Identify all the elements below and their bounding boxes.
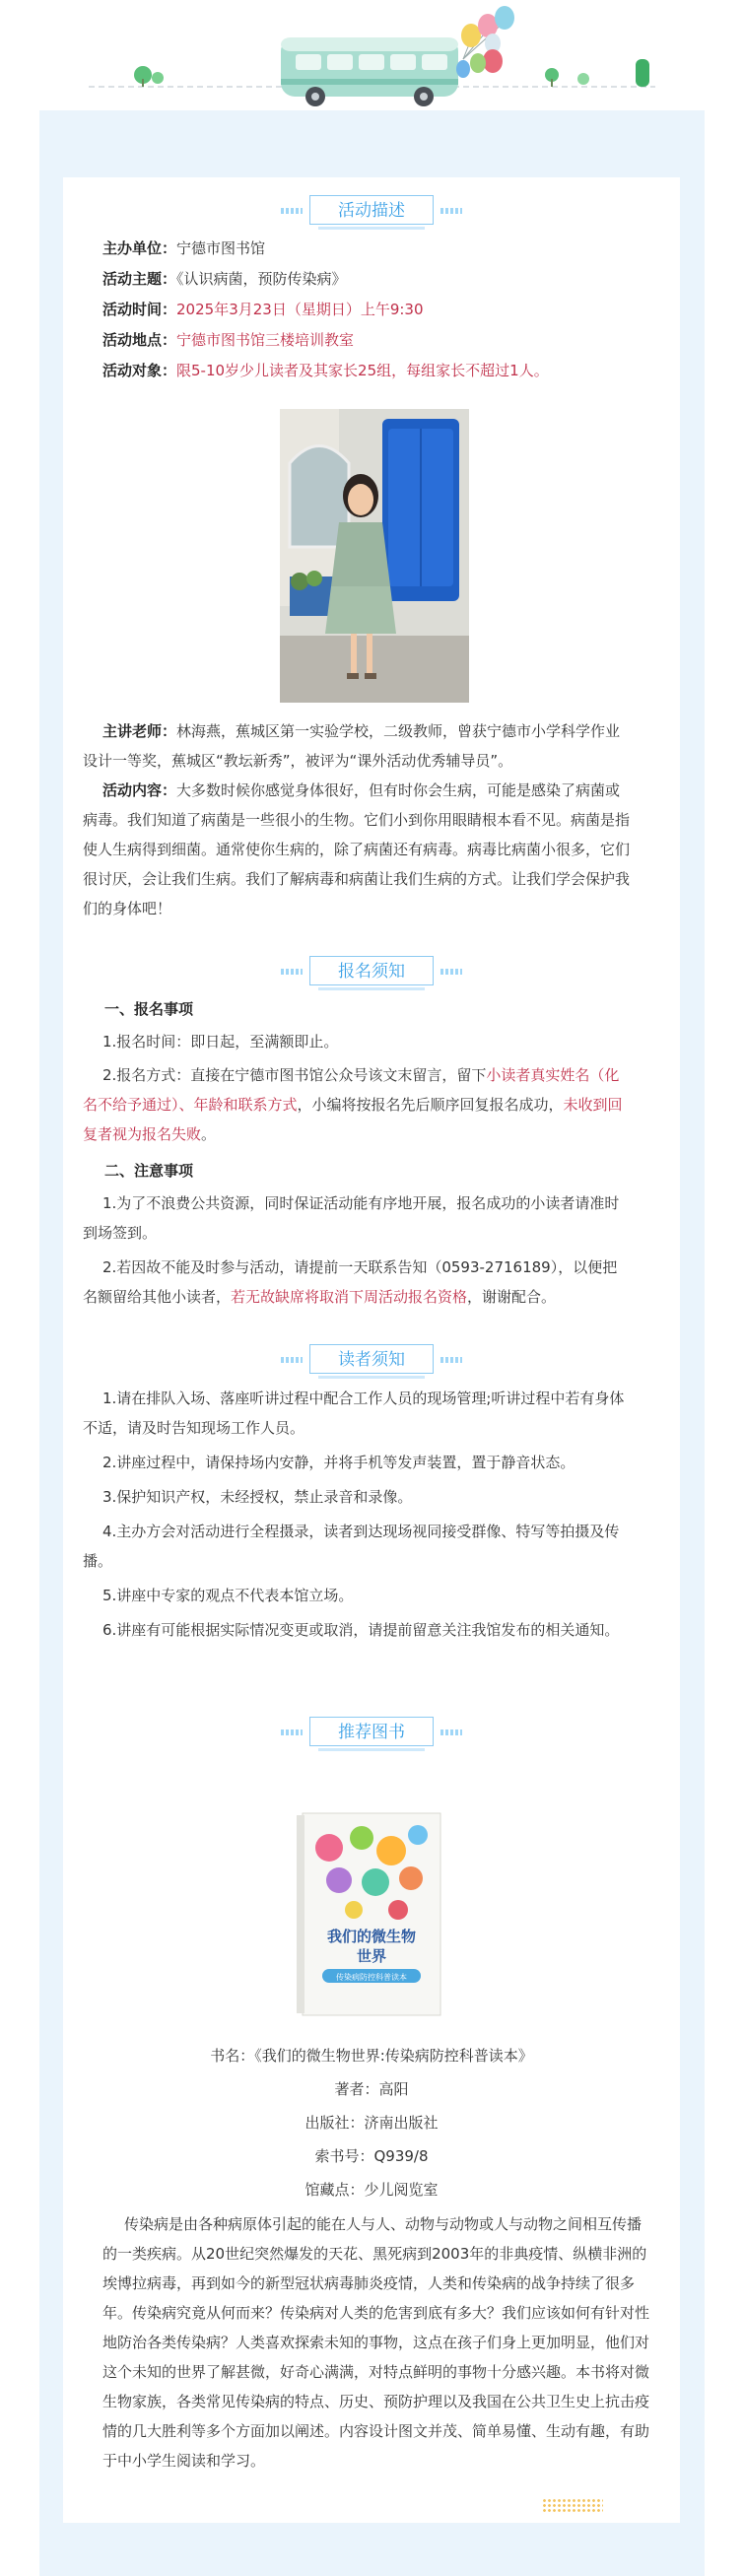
signup-time: 1.报名时间：即日起，至满额即止。 bbox=[102, 1033, 339, 1051]
book-desc-line-6: 这个未知的世界了解甚微，好奇心满满，对特点鲜明的事物十分感兴趣。本书将对微 bbox=[102, 2363, 650, 2381]
book-desc-line-7: 生物家族，各类常见传染病的特点、历史、预防护理以及我国在公共卫生史上抗击疫 bbox=[102, 2393, 650, 2410]
article-card bbox=[63, 177, 680, 2523]
reader-6: 6.讲座有可能根据实际情况变更或取消，请提前留意关注我馆发布的相关通知。 bbox=[102, 1621, 620, 1639]
reader-1-line-2: 不适，请及时告知现场工作人员。 bbox=[83, 1419, 305, 1437]
book-desc-line-5: 地防治各类传染病？人类喜欢探索未知的事物，这点在孩子们身上更加明显，他们对 bbox=[102, 2334, 650, 2351]
teacher-line-2: 设计一等奖，蕉城区“教坛新秀”，被评为“课外活动优秀辅导员”。 bbox=[83, 752, 513, 770]
info-host: 主办单位：宁德市图书馆 bbox=[102, 239, 266, 257]
signup-method-line-2: 名不给予通过）、年龄和联系方式，小编将按报名先后顺序回复报名成功，未收到回 bbox=[83, 1096, 623, 1114]
content-line-2: 病毒。我们知道了病菌是一些很小的生物。它们小到你用眼睛根本看不见。病菌是指 bbox=[83, 811, 631, 829]
notice-2-line-2: 名额留给其他小读者，若无故缺席将取消下周活动报名资格，谢谢配合。 bbox=[83, 1288, 557, 1306]
notice-1-line-2: 到场签到。 bbox=[83, 1224, 158, 1242]
book-author: 著者：高阳 bbox=[334, 2080, 409, 2098]
signup-method-line-3: 复者视为报名失败。 bbox=[83, 1125, 217, 1143]
section-title-books: 推荐图书 bbox=[309, 1717, 434, 1746]
decorative-dots bbox=[542, 2498, 603, 2514]
section-title-activity: 活动描述 bbox=[309, 195, 434, 225]
book-desc-line-4: 年。传染病究竟从何而来？传染病对人类的危害到底有多大？我们应该如何有针对性 bbox=[102, 2304, 650, 2322]
content-line-4: 很讨厌，会让我们生病。我们了解病毒和病菌让我们生病的方式。让我们学会保护我 bbox=[83, 870, 631, 888]
signup-method-line-1: 2.报名方式：直接在宁德市图书馆公众号该文末留言，留下小读者真实姓名（化 bbox=[102, 1066, 620, 1084]
notice-1-line-1: 1.为了不浪费公共资源，同时保证活动能有序地开展，报名成功的小读者请准时 bbox=[102, 1194, 620, 1212]
info-theme: 活动主题：《认识病菌，预防传染病》 bbox=[102, 270, 347, 288]
reader-1-line-1: 1.请在排队入场、落座听讲过程中配合工作人员的现场管理;听讲过程中若有身体 bbox=[102, 1390, 625, 1407]
book-desc-line-3: 埃博拉病毒，再到如今的新型冠状病毒肺炎疫情，人类和传染病的战争持续了很多 bbox=[102, 2274, 636, 2292]
book-desc-line-9: 于中小学生阅读和学习。 bbox=[102, 2452, 266, 2470]
header-banner-illustration bbox=[0, 0, 744, 113]
book-publisher: 出版社：济南出版社 bbox=[304, 2114, 439, 2132]
book-location: 馆藏点：少儿阅览室 bbox=[304, 2181, 439, 2199]
content-line-5: 们的身体吧！ bbox=[83, 900, 172, 917]
section-title-reader: 读者须知 bbox=[309, 1344, 434, 1374]
notice-2-line-1: 2.若因故不能及时参与活动，请提前一天联系告知（0593-2716189），以便把 bbox=[102, 1258, 618, 1276]
bus-icon bbox=[281, 37, 458, 106]
reader-4-line-2: 播。 bbox=[83, 1552, 113, 1570]
book-desc-line-8: 情的几大胜利等多个方面加以阐述。内容设计图文并茂、简单易懂、生动有趣，有助 bbox=[102, 2422, 650, 2440]
book-title: 书名：《我们的微生物世界:传染病防控科普读本》 bbox=[210, 2047, 533, 2065]
book-cover-subtitle: 传染病防控科普读本 bbox=[336, 1973, 407, 1982]
balloons-icon bbox=[456, 6, 514, 78]
book-desc-line-1: 传染病是由各种病原体引起的能在人与人、动物与动物或人与动物之间相互传播 bbox=[124, 2215, 643, 2233]
reader-5: 5.讲座中专家的观点不代表本馆立场。 bbox=[102, 1587, 354, 1604]
section-title-signup: 报名须知 bbox=[309, 956, 434, 985]
book-cover-title-1: 我们的微生物 bbox=[326, 1928, 417, 1945]
book-cover bbox=[285, 1803, 462, 2025]
book-desc-line-2: 的一类疾病。从20世纪突然爆发的天花、黑死病到2003年的非典疫情、纵横非洲的 bbox=[102, 2245, 647, 2263]
book-call-number: 索书号：Q939/8 bbox=[314, 2147, 429, 2165]
teacher-line-1: 主讲老师：林海燕，蕉城区第一实验学校，二级教师，曾获宁德市小学科学作业 bbox=[102, 722, 621, 740]
book-cover-title-2: 世界 bbox=[356, 1947, 387, 1965]
info-target: 活动对象：限5-10岁少儿读者及其家长25组，每组家长不超过1人。 bbox=[102, 362, 549, 379]
signup-heading-2: 二、注意事项 bbox=[104, 1162, 194, 1180]
reader-2: 2.讲座过程中，请保持场内安静，并将手机等发声装置，置于静音状态。 bbox=[102, 1454, 575, 1471]
signup-heading-1: 一、报名事项 bbox=[104, 1000, 194, 1018]
content-line-1: 活动内容：大多数时候你感觉身体很好，但有时你会生病，可能是感染了病菌或 bbox=[102, 781, 621, 799]
reader-3: 3.保护知识产权，未经授权，禁止录音和录像。 bbox=[102, 1488, 413, 1506]
reader-4-line-1: 4.主办方会对活动进行全程摄录，读者到达现场视同接受群像、特写等拍摄及传 bbox=[102, 1523, 620, 1540]
teacher-photo bbox=[280, 409, 469, 703]
info-time: 活动时间：2025年3月23日（星期日）上午9:30 bbox=[102, 301, 424, 318]
info-place: 活动地点：宁德市图书馆三楼培训教室 bbox=[102, 331, 355, 349]
content-line-3: 使人生病得到细菌。通常使你生病的，除了病菌还有病毒。病毒比病菌小很多，它们 bbox=[83, 841, 631, 858]
